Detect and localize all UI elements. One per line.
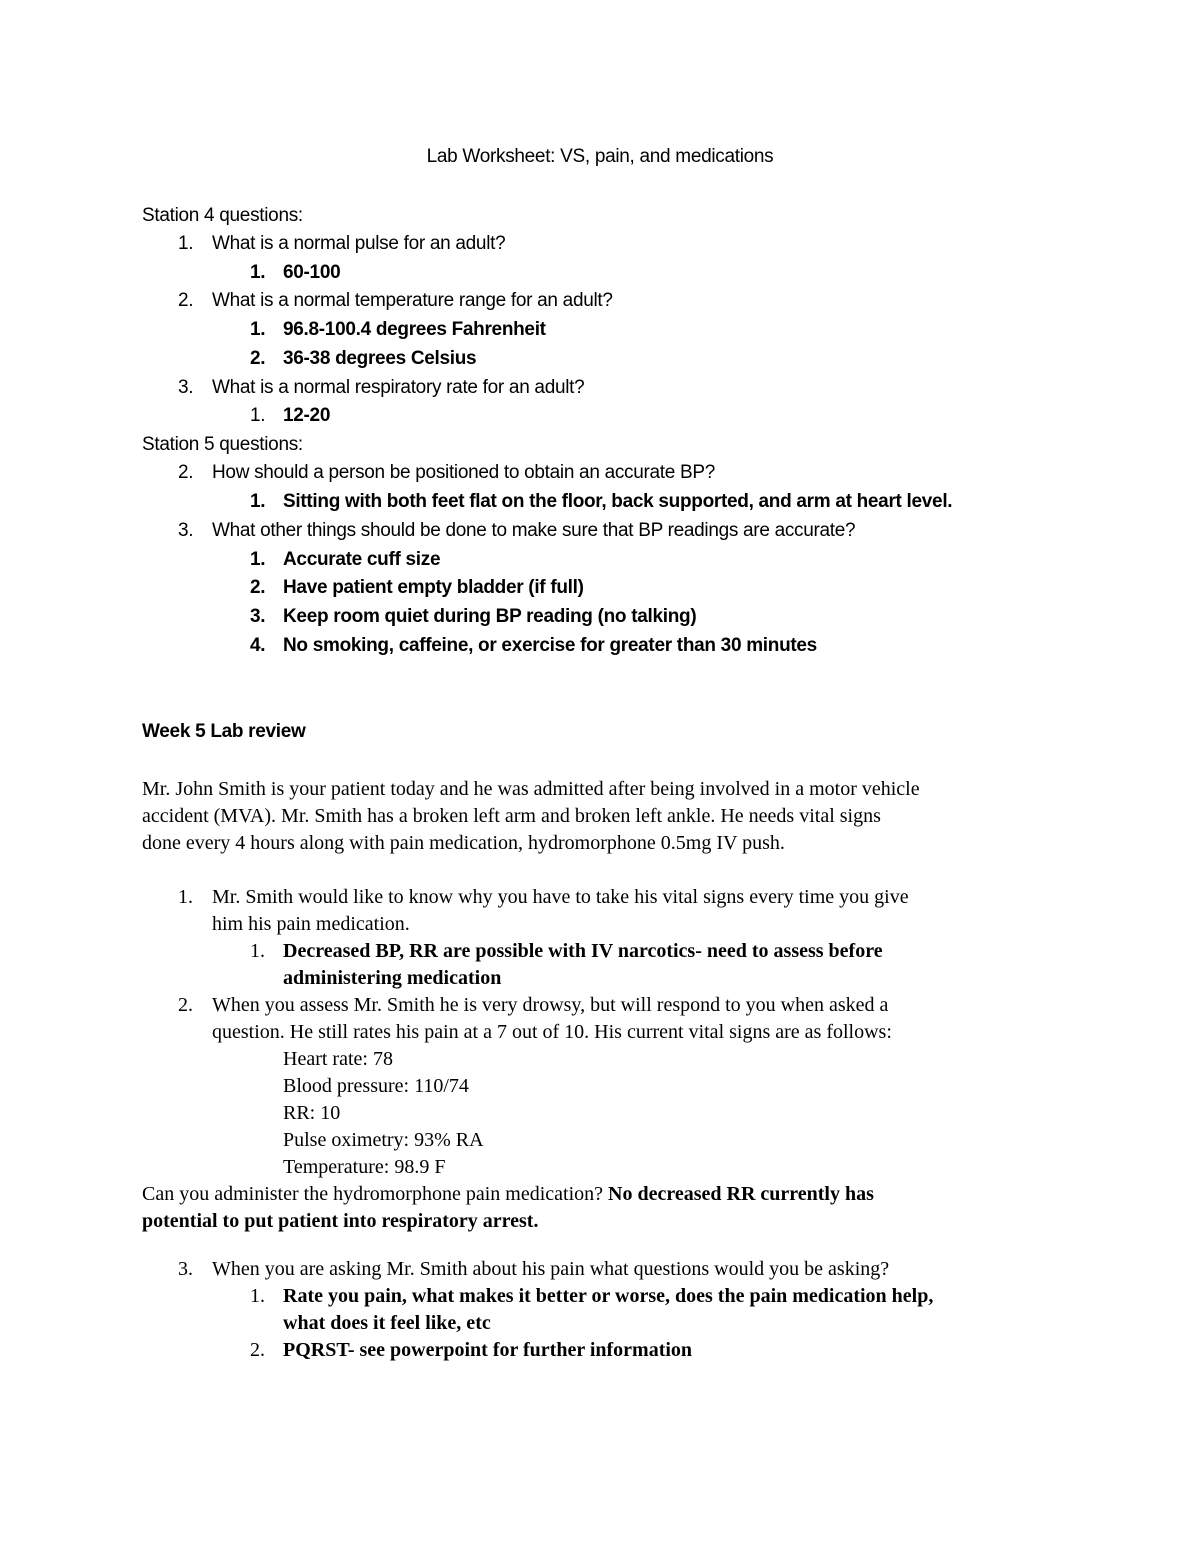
station-5-heading: Station 5 questions: xyxy=(142,434,303,455)
followup-answer: potential to put patient into respiratory arrest. xyxy=(142,1210,539,1232)
list-number: 2. xyxy=(178,290,194,311)
list-number: 3. xyxy=(178,377,194,398)
vital-blood-pressure: Blood pressure: 110/74 xyxy=(283,1075,469,1097)
intro-line: Mr. John Smith is your patient today and he was admitted after being involved in a motor vehicle xyxy=(142,778,920,800)
question-pain: When you are asking Mr. Smith about his pain what questions would you be asking? xyxy=(212,1258,890,1280)
week-5-heading: Week 5 Lab review xyxy=(142,721,306,742)
followup-answer: No decreased RR currently has xyxy=(608,1183,874,1205)
list-number: 3. xyxy=(178,520,194,541)
answer-respiratory: 12-20 xyxy=(283,405,331,426)
list-number: 1. xyxy=(250,549,266,570)
followup-line xyxy=(142,1184,874,1204)
answer-pulse: 60-100 xyxy=(283,262,341,283)
list-number: 1. xyxy=(250,262,266,283)
station-4-heading: Station 4 questions: xyxy=(142,205,303,226)
question-temperature: What is a normal temperature range for an adult? xyxy=(212,290,613,311)
intro-line: done every 4 hours along with pain medication, hydromorphone 0.5mg IV push. xyxy=(142,832,785,854)
question-assessment: When you assess Mr. Smith he is very drowsy, but will respond to you when asked a xyxy=(212,994,889,1016)
list-number: 1. xyxy=(250,319,266,340)
question-bp-position: How should a person be positioned to obtain an accurate BP? xyxy=(212,462,716,483)
list-number: 2. xyxy=(178,462,194,483)
list-number: 2. xyxy=(250,1339,265,1361)
answer-quiet-room: Keep room quiet during BP reading (no talking) xyxy=(283,606,697,627)
vital-heart-rate: Heart rate: 78 xyxy=(283,1048,393,1070)
vital-temperature: Temperature: 98.9 F xyxy=(283,1156,446,1178)
answer-vitals-why: administering medication xyxy=(283,967,502,989)
answer-cuff-size: Accurate cuff size xyxy=(283,549,441,570)
answer-bladder: Have patient empty bladder (if full) xyxy=(283,577,584,598)
answer-no-smoking: No smoking, caffeine, or exercise for greater than 30 minutes xyxy=(283,635,817,656)
list-number: 2. xyxy=(250,577,266,598)
answer-pain-questions: Rate you pain, what makes it better or worse, does the pain medication help, xyxy=(283,1285,934,1307)
answer-celsius: 36-38 degrees Celsius xyxy=(283,348,477,369)
followup-question: Can you administer the hydromorphone pain medication? xyxy=(142,1183,603,1205)
question-pulse: What is a normal pulse for an adult? xyxy=(212,233,506,254)
answer-bp-position: Sitting with both feet flat on the floor, back supported, and arm at heart level. xyxy=(283,491,953,512)
intro-line: accident (MVA). Mr. Smith has a broken left arm and broken left ankle. He needs vital signs xyxy=(142,805,881,827)
list-number: 3. xyxy=(250,606,266,627)
answer-pain-questions: what does it feel like, etc xyxy=(283,1312,491,1334)
list-number: 3. xyxy=(178,1258,193,1280)
list-number: 4. xyxy=(250,635,266,656)
list-number: 1. xyxy=(178,886,193,908)
list-number: 2. xyxy=(178,994,193,1016)
question-respiratory: What is a normal respiratory rate for an adult? xyxy=(212,377,585,398)
list-number: 1. xyxy=(250,405,266,426)
answer-pqrst: PQRST- see powerpoint for further information xyxy=(283,1339,693,1361)
list-number: 1. xyxy=(250,940,265,962)
page-title: Lab Worksheet: VS, pain, and medications xyxy=(426,146,774,167)
answer-fahrenheit: 96.8-100.4 degrees Fahrenheit xyxy=(283,319,546,340)
question-assessment: question. He still rates his pain at a 7 out of 10. His current vital signs are as follows: xyxy=(212,1021,892,1043)
vital-pulse-oximetry: Pulse oximetry: 93% RA xyxy=(283,1129,484,1151)
question-bp-accuracy: What other things should be done to make sure that BP readings are accurate? xyxy=(212,520,856,541)
list-number: 1. xyxy=(250,1285,265,1307)
list-number: 2. xyxy=(250,348,266,369)
answer-vitals-why: Decreased BP, RR are possible with IV narcotics- need to assess before xyxy=(283,940,883,962)
question-vitals-why: him his pain medication. xyxy=(212,913,410,935)
list-number: 1. xyxy=(178,233,194,254)
question-vitals-why: Mr. Smith would like to know why you have to take his vital signs every time you give xyxy=(212,886,909,908)
list-number: 1. xyxy=(250,491,266,512)
vital-rr: RR: 10 xyxy=(283,1102,341,1124)
